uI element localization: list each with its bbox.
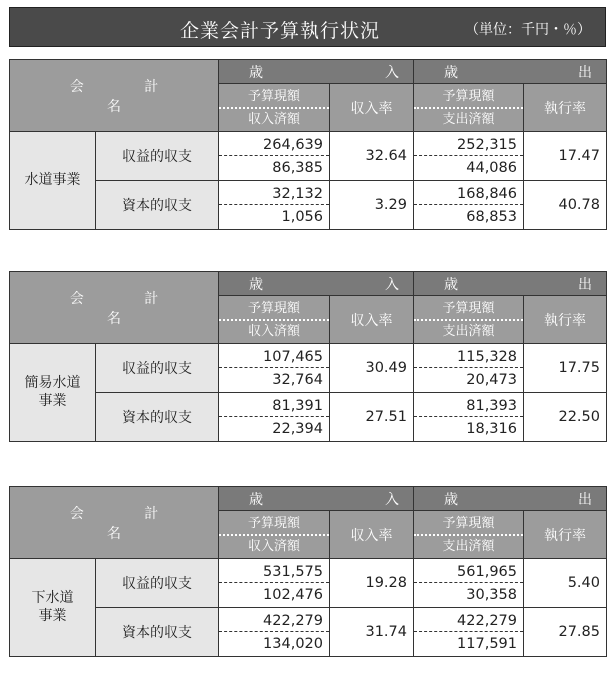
expense-pair — [414, 132, 524, 181]
income-budget-value: 264,639 — [219, 132, 329, 156]
income-pair — [219, 181, 330, 230]
expense-pair — [414, 559, 524, 608]
group-label-line1: 下水道 — [31, 590, 74, 606]
exec-rate-value: 5.40 — [524, 559, 607, 608]
expense-budget-value: 81,393 — [414, 393, 523, 417]
budget-current-label: 予算現額 — [219, 84, 329, 109]
group-label-line2: 事業 — [38, 392, 67, 409]
expense-done-label: 支出済額 — [442, 539, 495, 554]
expense-done-value: 68,853 — [466, 209, 517, 225]
income-budget-value: 531,575 — [219, 559, 329, 583]
budget-table — [9, 59, 607, 230]
income-budget-header — [219, 84, 330, 132]
expense-done-value: 44,086 — [466, 160, 517, 176]
expense-budget-value: 168,846 — [414, 181, 523, 205]
expense-header — [414, 487, 607, 511]
income-header-char1: 歳 — [249, 491, 263, 508]
expense-pair — [414, 393, 524, 442]
group-label-line1: 簡易水道 — [24, 375, 81, 391]
sub-label: 収益的収支 — [96, 344, 219, 393]
table-row — [10, 344, 607, 393]
table-row — [10, 132, 607, 181]
expense-done-label: 支出済額 — [442, 112, 495, 127]
expense-budget-value: 115,328 — [414, 344, 523, 368]
budget-current-label: 予算現額 — [414, 511, 523, 536]
exec-rate-value: 27.85 — [524, 608, 607, 657]
sub-label: 資本的収支 — [96, 393, 219, 442]
expense-header-char2: 出 — [578, 276, 592, 293]
sub-label: 資本的収支 — [96, 608, 219, 657]
exec-rate-value: 22.50 — [524, 393, 607, 442]
budget-current-label: 予算現額 — [219, 511, 329, 536]
budget-table — [9, 271, 607, 442]
income-header-char2: 入 — [385, 491, 399, 508]
sub-label: 収益的収支 — [96, 559, 219, 608]
group-label-line2: 事業 — [38, 607, 67, 624]
income-done-value: 134,020 — [263, 636, 323, 652]
income-budget-header — [219, 296, 330, 344]
income-rate-header: 収入率 — [330, 511, 414, 559]
expense-header — [414, 60, 607, 84]
income-done-value: 22,394 — [272, 421, 323, 437]
income-done-value: 32,764 — [272, 372, 323, 388]
expense-done-value: 117,591 — [457, 636, 517, 652]
expense-header-char2: 出 — [578, 491, 592, 508]
sub-label: 収益的収支 — [96, 132, 219, 181]
table-row — [10, 181, 607, 230]
income-budget-value: 422,279 — [219, 608, 329, 632]
income-pair — [219, 132, 330, 181]
group-label-line1: 水道事業 — [24, 171, 81, 188]
sub-label: 資本的収支 — [96, 181, 219, 230]
income-header-char1: 歳 — [249, 64, 263, 81]
income-pair — [219, 393, 330, 442]
income-rate-header: 収入率 — [330, 296, 414, 344]
title-bar — [9, 7, 606, 47]
expense-done-value: 30,358 — [466, 587, 517, 603]
budget-current-label: 予算現額 — [414, 84, 523, 109]
expense-budget-value: 561,965 — [414, 559, 523, 583]
budget-current-label: 予算現額 — [414, 296, 523, 321]
expense-header-char1: 歳 — [444, 276, 458, 293]
expense-budget-value: 422,279 — [414, 608, 523, 632]
income-rate-value: 31.74 — [330, 608, 414, 657]
exec-rate-header: 執行率 — [524, 84, 607, 132]
income-done-label: 収入済額 — [247, 112, 300, 127]
page-title: 企業会計予算執行状況 — [180, 20, 381, 42]
unit-note: （単位：千円・％） — [465, 22, 591, 38]
expense-header — [414, 272, 607, 296]
income-header — [219, 487, 414, 511]
income-rate-value: 19.28 — [330, 559, 414, 608]
expense-pair — [414, 608, 524, 657]
account-header: 会 計 名 — [10, 272, 219, 344]
expense-budget-header — [414, 84, 524, 132]
expense-pair — [414, 344, 524, 393]
exec-rate-value: 17.75 — [524, 344, 607, 393]
income-header-char2: 入 — [385, 276, 399, 293]
income-header — [219, 272, 414, 296]
exec-rate-value: 17.47 — [524, 132, 607, 181]
income-budget-value: 81,391 — [219, 393, 329, 417]
income-pair — [219, 344, 330, 393]
expense-header-char2: 出 — [578, 64, 592, 81]
expense-done-value: 18,316 — [466, 421, 517, 437]
income-header-char2: 入 — [385, 64, 399, 81]
expense-done-label: 支出済額 — [442, 324, 495, 339]
income-done-value: 86,385 — [272, 160, 323, 176]
expense-header-char1: 歳 — [444, 491, 458, 508]
exec-rate-header: 執行率 — [524, 296, 607, 344]
budget-current-label: 予算現額 — [219, 296, 329, 321]
account-header: 会 計 名 — [10, 487, 219, 559]
income-rate-value: 27.51 — [330, 393, 414, 442]
group-label — [10, 344, 96, 442]
income-budget-value: 107,465 — [219, 344, 329, 368]
expense-budget-header — [414, 296, 524, 344]
account-header: 会 計 名 — [10, 60, 219, 132]
income-done-value: 102,476 — [263, 587, 323, 603]
expense-budget-value: 252,315 — [414, 132, 523, 156]
expense-done-value: 20,473 — [466, 372, 517, 388]
income-pair — [219, 559, 330, 608]
group-label — [10, 559, 96, 657]
income-rate-value: 3.29 — [330, 181, 414, 230]
table-row — [10, 393, 607, 442]
income-done-value: 1,056 — [281, 209, 323, 225]
income-done-label: 収入済額 — [247, 539, 300, 554]
exec-rate-value: 40.78 — [524, 181, 607, 230]
budget-table — [9, 486, 607, 657]
expense-budget-header — [414, 511, 524, 559]
income-rate-value: 30.49 — [330, 344, 414, 393]
income-budget-value: 32,132 — [219, 181, 329, 205]
expense-header-char1: 歳 — [444, 64, 458, 81]
income-rate-value: 32.64 — [330, 132, 414, 181]
income-header-char1: 歳 — [249, 276, 263, 293]
table-row — [10, 559, 607, 608]
income-budget-header — [219, 511, 330, 559]
income-rate-header: 収入率 — [330, 84, 414, 132]
income-pair — [219, 608, 330, 657]
expense-pair — [414, 181, 524, 230]
income-done-label: 収入済額 — [247, 324, 300, 339]
exec-rate-header: 執行率 — [524, 511, 607, 559]
income-header — [219, 60, 414, 84]
group-label — [10, 132, 96, 230]
table-row — [10, 608, 607, 657]
